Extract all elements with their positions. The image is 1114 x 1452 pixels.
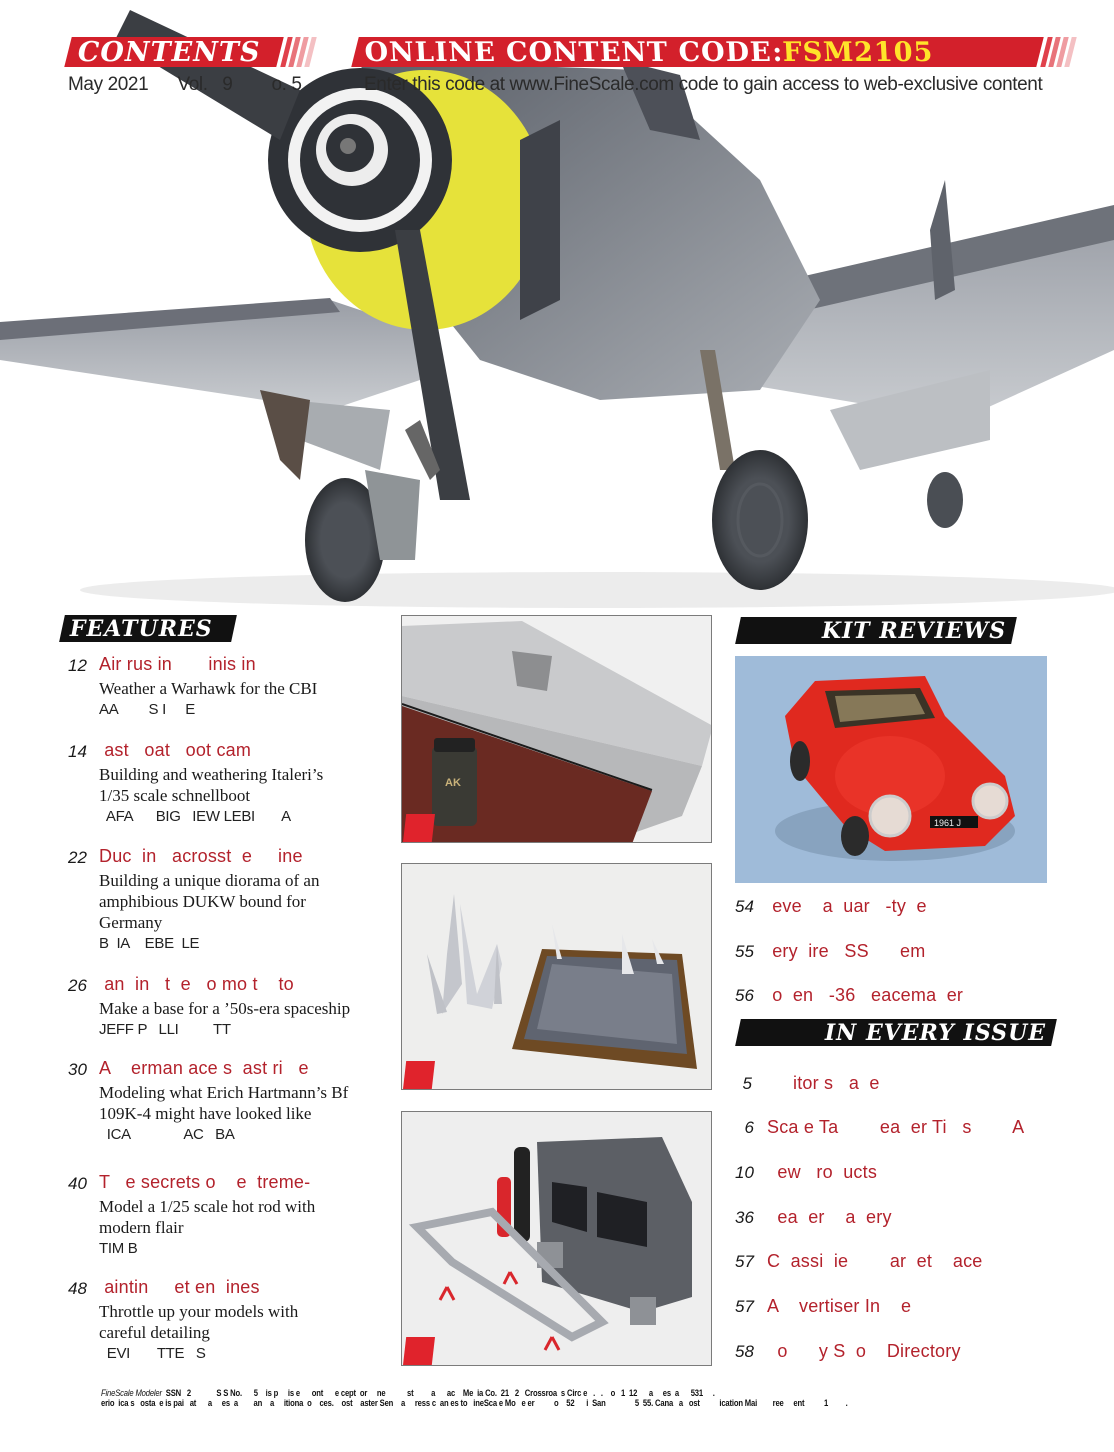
contents-title: CONTENTS (78, 36, 261, 68)
banner-stripes-decoration (284, 37, 316, 67)
feature-title: T e secrets o e treme- (99, 1172, 311, 1192)
footer-line-2: erio ica s osta e is pai at a es a an a itiona o ces. ost aster Sen a ress c an es to ineSca e Mo e er o 52 i San 5 55. Cana a ost ication Mai ree ent 1 . (101, 1398, 848, 1408)
feature-title: an in t e o mo t to (99, 974, 294, 994)
page-number: 30 (68, 1060, 87, 1079)
regular-item-title: o y S o Directory (767, 1341, 961, 1361)
page-number: 22 (68, 848, 87, 867)
online-code-label: ONLINE CONTENT CODE: (361, 36, 787, 68)
contents-banner (68, 37, 316, 67)
feature-author: AFA BIG IEW LEBI A (99, 808, 291, 825)
page-number: 36 (735, 1208, 754, 1227)
hot-rod-illustration (402, 1112, 712, 1366)
code-instructions: Enter this code at www.FineScale.com code to gain access to web-exclusive content (364, 74, 1043, 95)
regular-item-title: ew ro ucts (767, 1162, 878, 1182)
photo-red-tab (403, 1061, 435, 1089)
page-number: 58 (735, 1342, 754, 1361)
page-number: 57 (735, 1252, 754, 1271)
license-plate: 1961 J (934, 818, 962, 828)
page-number: 57 (735, 1297, 754, 1316)
photo-hot-rod[interactable] (401, 1111, 712, 1366)
photo-red-tab (403, 814, 435, 842)
kit-reviews-heading: KIT REVIEWS (735, 617, 1017, 644)
page-number: 14 (68, 742, 87, 761)
feature-title: Duc in acrosst e ine (99, 846, 303, 866)
page-number: 40 (68, 1174, 87, 1193)
feature-author: ICA AC BA (99, 1126, 235, 1143)
spaceship-diorama-illustration (402, 864, 712, 1090)
feature-author: TIM B (99, 1240, 138, 1257)
feature-title: aintin et en ines (99, 1277, 260, 1297)
feature-description: Weather a Warhawk for the CBI (99, 679, 318, 698)
feature-author: B IA EBE LE (99, 935, 200, 952)
regular-item-title: A vertiser In e (767, 1296, 912, 1316)
features-heading: FEATURES (59, 615, 237, 642)
regular-item-title: ea er a ery (767, 1207, 892, 1227)
feature-description: Throttle up your models with careful detailing (99, 1302, 299, 1342)
kit-review-title: eve a uar -ty e (767, 896, 927, 916)
page-number: 5 (742, 1074, 752, 1093)
feature-description: Modeling what Erich Hartmann’s Bf 109K-4 might have looked like (99, 1083, 349, 1123)
feature-title: ast oat oot cam (99, 740, 252, 760)
regular-item-title: Sca e Ta ea er Ti s A (767, 1117, 1025, 1137)
kit-review-title: o en -36 eacema er (767, 985, 964, 1005)
photo-schnellboot[interactable] (401, 615, 712, 843)
publication-name: FineScale Modeler (101, 1388, 162, 1398)
feature-author: AA S I E (99, 701, 196, 718)
footer-line-1: SSN 2 S S No. 5 is p is e ont e cept or ne st a ac Me ia Co. 21 2 Crossroa s Circ e . . o 1 12 a es a 531 . (161, 1388, 715, 1398)
feature-title: Air rus in inis in (99, 654, 256, 674)
photo-spaceship-diorama[interactable] (401, 863, 712, 1090)
feature-author: JEFF P LLI TT (99, 1021, 231, 1038)
page-number: 10 (735, 1163, 754, 1182)
page-number: 6 (744, 1118, 754, 1137)
svg-text:AK: AK (445, 777, 461, 789)
page-number: 54 (735, 897, 754, 916)
page-number: 12 (68, 656, 87, 675)
feature-description: Building a unique diorama of an amphibious DUKW bound for Germany (99, 871, 320, 932)
feature-description: Model a 1/25 scale hot rod with modern flair (99, 1197, 316, 1237)
feature-author: EVI TTE S (99, 1345, 206, 1362)
boat-hull-illustration (402, 616, 712, 843)
red-sports-car-illustration (735, 656, 1047, 883)
feature-title: A erman ace s ast ri e (99, 1058, 309, 1078)
online-code-banner (355, 37, 1076, 67)
page-number: 26 (68, 976, 87, 995)
photo-red-tab (403, 1337, 435, 1365)
online-code-value: FSM2105 (779, 36, 938, 68)
regular-item-title: itor s a e (767, 1073, 880, 1093)
page-number: 48 (68, 1279, 87, 1298)
feature-description: Make a base for a ’50s-era spaceship (99, 999, 351, 1018)
publication-footer (101, 1388, 1021, 1408)
regular-item-title: C assi ie ar et ace (767, 1251, 983, 1271)
feature-description: Building and weathering Italeri’s 1/35 scale schnellboot (99, 765, 324, 805)
in-every-issue-heading: IN EVERY ISSUE (735, 1019, 1057, 1046)
kit-review-title: ery ire SS em (767, 941, 926, 961)
photo-jaguar-etype[interactable] (735, 656, 1047, 883)
issue-info: May 2021 Vol. 9 o. 5 (68, 74, 302, 95)
page-number: 56 (735, 986, 754, 1005)
banner-stripes-decoration (1044, 37, 1076, 67)
page-number: 55 (735, 942, 754, 961)
